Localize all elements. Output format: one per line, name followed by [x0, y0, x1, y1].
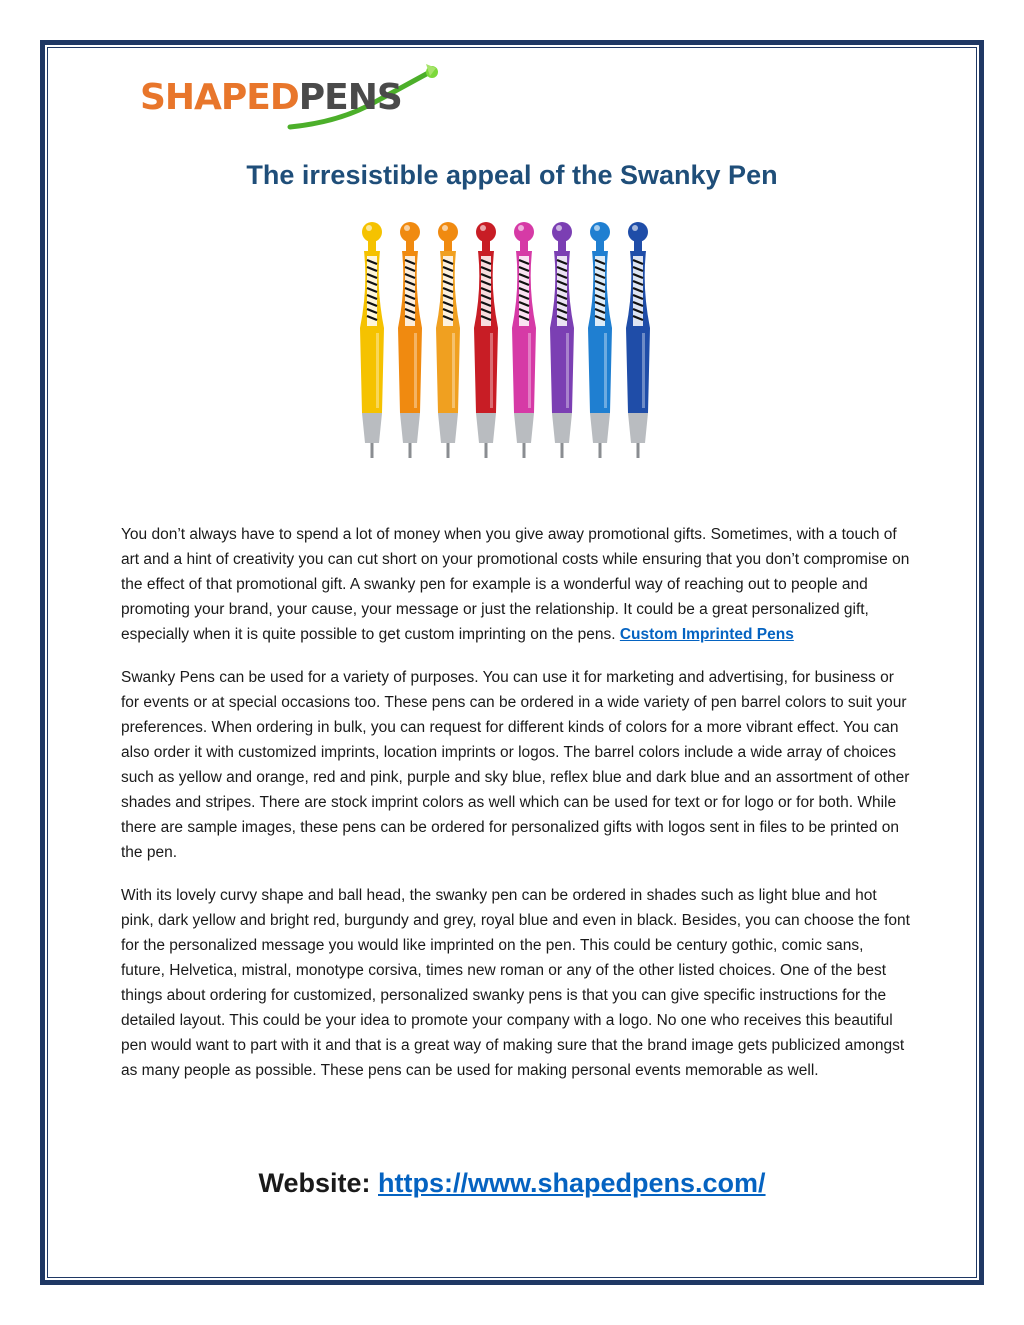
pen-3: [436, 222, 460, 458]
paragraph-1: [121, 522, 911, 647]
custom-imprinted-pens-link[interactable]: Custom Imprinted Pens: [619, 626, 794, 643]
website-link[interactable]: https://www.shapedpens.com/: [378, 1168, 766, 1198]
pen-7: [588, 222, 612, 458]
swanky-pens-image: [350, 218, 670, 468]
logo-text-pens: PENS: [298, 77, 402, 118]
pen-4: [474, 222, 498, 458]
paragraph-1-text: You don’t always have to spend a lot of money when you give away promotional gifts. Sometimes, with a touch of art and a hint of creativity you can cut short on your promotional costs while ensuring that you don’t compromise on the effect of that promotional gift. A swanky pen for example is a wonderful way of reaching out to people and promoting your brand, your cause, your message or just the relationship. It could be a great personalized gift, especially when it is quite possible to get custom imprinting on the pens.: [121, 526, 910, 643]
website-line: [0, 1168, 1024, 1199]
shapedpens-logo[interactable]: [140, 62, 440, 142]
pen-6: [550, 222, 574, 458]
page-title: The irresistible appeal of the Swanky Pen: [246, 160, 778, 190]
logo-text-shaped: SHAPED: [140, 77, 299, 118]
pen-5: [512, 222, 536, 458]
pen-1: [360, 222, 384, 458]
pen-2: [398, 222, 422, 458]
paragraph-3: With its lovely curvy shape and ball head, the swanky pen can be ordered in shades such as light blue and hot pink, dark yellow and bright red, burgundy and grey, royal blue and even in black. Besides, you can choose the font for the personalized message you would like imprinted on the pen. This could be century gothic, comic sans, future, Helvetica, mistral, monotype corsiva, times new roman or any of the other listed choices. One of the best things about ordering for customized, personalized swanky pens is that you can give specific instructions for the detailed layout. This could be your idea to promote your company with a logo. No one who receives this beautiful pen would want to part with it and that is a great way of making sure that the brand image gets publicized amongst as many people as possible. These pens can be used for making personal events memorable as well.: [121, 887, 910, 1079]
website-label: Website:: [258, 1168, 371, 1198]
pen-8: [626, 222, 650, 458]
article-body: [121, 522, 911, 1101]
paragraph-2: Swanky Pens can be used for a variety of purposes. You can use it for marketing and advertising, for business or for events or at special occasions too. These pens can be ordered in a wide variety of pen barrel colors to suit your preferences. When ordering in bulk, you can request for different kinds of colors for a more vibrant effect. You can also order it with customized imprints, location imprints or logos. The barrel colors include a wide array of choices such as yellow and orange, red and pink, purple and sky blue, reflex blue and dark blue and an assortment of other shades and stripes. There are stock imprint colors as well which can be used for text or for logo or for both. While there are sample images, these pens can be ordered for personalized gifts with logos sent in files to be printed on the pen.: [121, 669, 910, 861]
